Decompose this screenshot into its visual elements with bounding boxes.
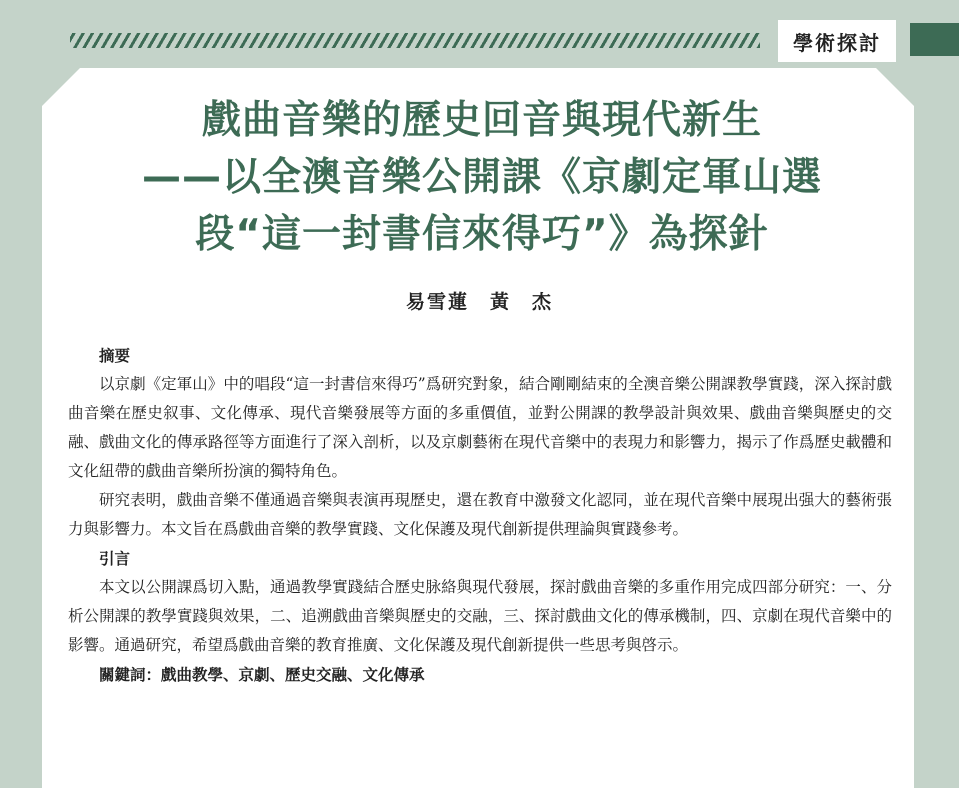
article-body <box>68 341 892 689</box>
section-color-block <box>910 23 959 56</box>
abstract-paragraph-2: 研究表明，戲曲音樂不僅通過音樂與表演再現歷史，還在教育中激發文化認同，並在現代音樂中展現出强大的藝術張力與影響力。本文旨在爲戲曲音樂的教學實踐、文化保護及現代創新提供理論與實踐參考。 <box>68 491 892 538</box>
header-stripe-band <box>70 33 760 48</box>
article-title <box>62 92 902 263</box>
title-line-2: ——以全澳音樂公開課《京劇定軍山選 <box>141 155 822 200</box>
intro-paragraph-1: 本文以公開課爲切入點，通過教學實踐結合歷史脉絡與現代發展，探討戲曲音樂的多重作用完成四部分研究：一、分析公開課的教學實踐與效果，二、追溯戲曲音樂與歷史的交融，三、探討戲曲文化的傳承機制，四、京劇在現代音樂中的影響。通過研究，希望爲戲曲音樂的教育推廣、文化保護及現代創新提供一些思考與啓示。 <box>68 578 892 654</box>
abstract-heading: 摘要 <box>99 346 131 365</box>
article-authors: 易雪蓮 黃 杰 <box>405 291 553 313</box>
title-line-1: 戲曲音樂的歷史回音與現代新生 <box>201 98 762 143</box>
section-label: 學術探討 <box>778 20 896 62</box>
abstract-paragraph-1: 以京劇《定軍山》中的唱段“這一封書信來得巧”爲研究對象，結合剛剛結束的全澳音樂公開課教學實踐，深入探討戲曲音樂在歷史叙事、文化傳承、現代音樂發展等方面的多重價值，並對公開課的教學設計與效果、戲曲音樂與歷史的交融、戲曲文化的傳承路徑等方面進行了深入剖析，以及京劇藝術在現代音樂中的表現力和影響力，揭示了作爲歷史載體和文化紐帶的戲曲音樂所扮演的獨特角色。 <box>68 375 892 480</box>
intro-heading: 引言 <box>99 549 131 568</box>
title-line-3: 段“這一封書信來得巧”》為探針 <box>195 212 769 257</box>
keywords: 關鍵詞：戲曲教學、京劇、歷史交融、文化傳承 <box>99 665 425 684</box>
